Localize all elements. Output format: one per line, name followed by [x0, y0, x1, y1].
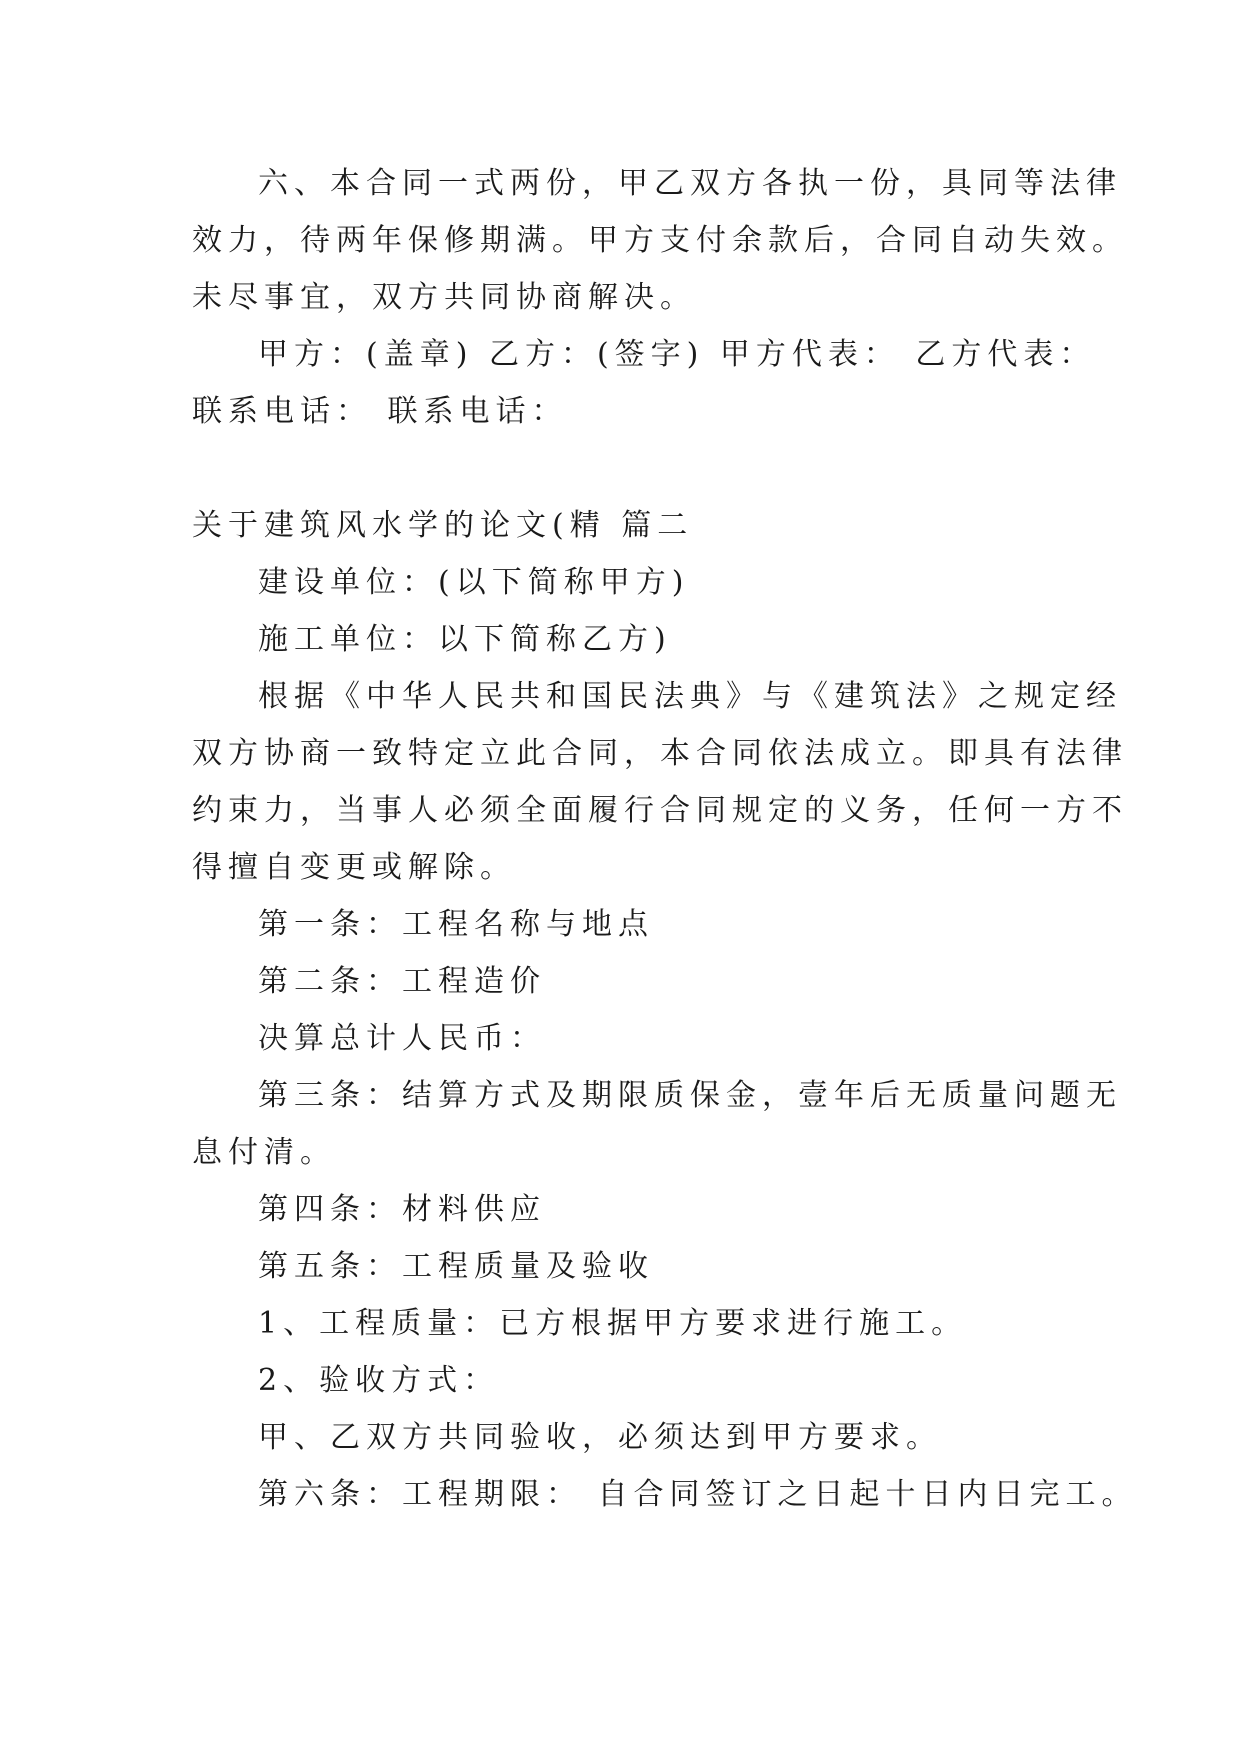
article-6: 第六条：工程期限： 自合同签订之日起十日内日完工。 — [258, 1477, 1138, 1512]
quality-item-1: 1、工程质量：已方根据甲方要求进行施工。 — [258, 1306, 968, 1341]
article-3-line-2: 息付清。 — [192, 1135, 336, 1170]
clause-six-line-2: 效力，待两年保修期满。甲方支付余款后，合同自动失效。 — [192, 223, 1128, 258]
article-5: 第五条：工程质量及验收 — [258, 1249, 654, 1284]
intro-line-1: 根据《中华人民共和国民法典》与《建筑法》之规定经 — [258, 679, 1122, 714]
clause-six-line-3: 未尽事宜，双方共同协商解决。 — [192, 280, 696, 315]
quality-item-2: 2、验收方式： — [258, 1363, 500, 1398]
article-1: 第一条：工程名称与地点 — [258, 907, 654, 942]
settlement-line: 决算总计人民币： — [258, 1021, 546, 1056]
intro-line-4: 得擅自变更或解除。 — [192, 850, 516, 885]
acceptance-line: 甲、乙双方共同验收，必须达到甲方要求。 — [258, 1420, 942, 1455]
party-b-line: 施工单位：以下简称乙方) — [258, 622, 672, 657]
article-2: 第二条：工程造价 — [258, 964, 546, 999]
signature-line-1: 甲方：(盖章) 乙方：(签字) 甲方代表： 乙方代表： — [258, 337, 1096, 372]
section-heading: 关于建筑风水学的论文(精 篇二 — [192, 508, 694, 543]
article-3-line-1: 第三条：结算方式及期限质保金，壹年后无质量问题无 — [258, 1078, 1122, 1113]
party-a-line: 建设单位：(以下简称甲方) — [258, 565, 690, 600]
intro-line-2: 双方协商一致特定立此合同，本合同依法成立。即具有法律 — [192, 736, 1128, 771]
clause-six-line-1: 六、本合同一式两份，甲乙双方各执一份，具同等法律 — [258, 166, 1122, 201]
signature-line-2: 联系电话： 联系电话： — [192, 394, 568, 429]
article-4: 第四条：材料供应 — [258, 1192, 546, 1227]
intro-line-3: 约束力，当事人必须全面履行合同规定的义务，任何一方不 — [192, 793, 1128, 828]
